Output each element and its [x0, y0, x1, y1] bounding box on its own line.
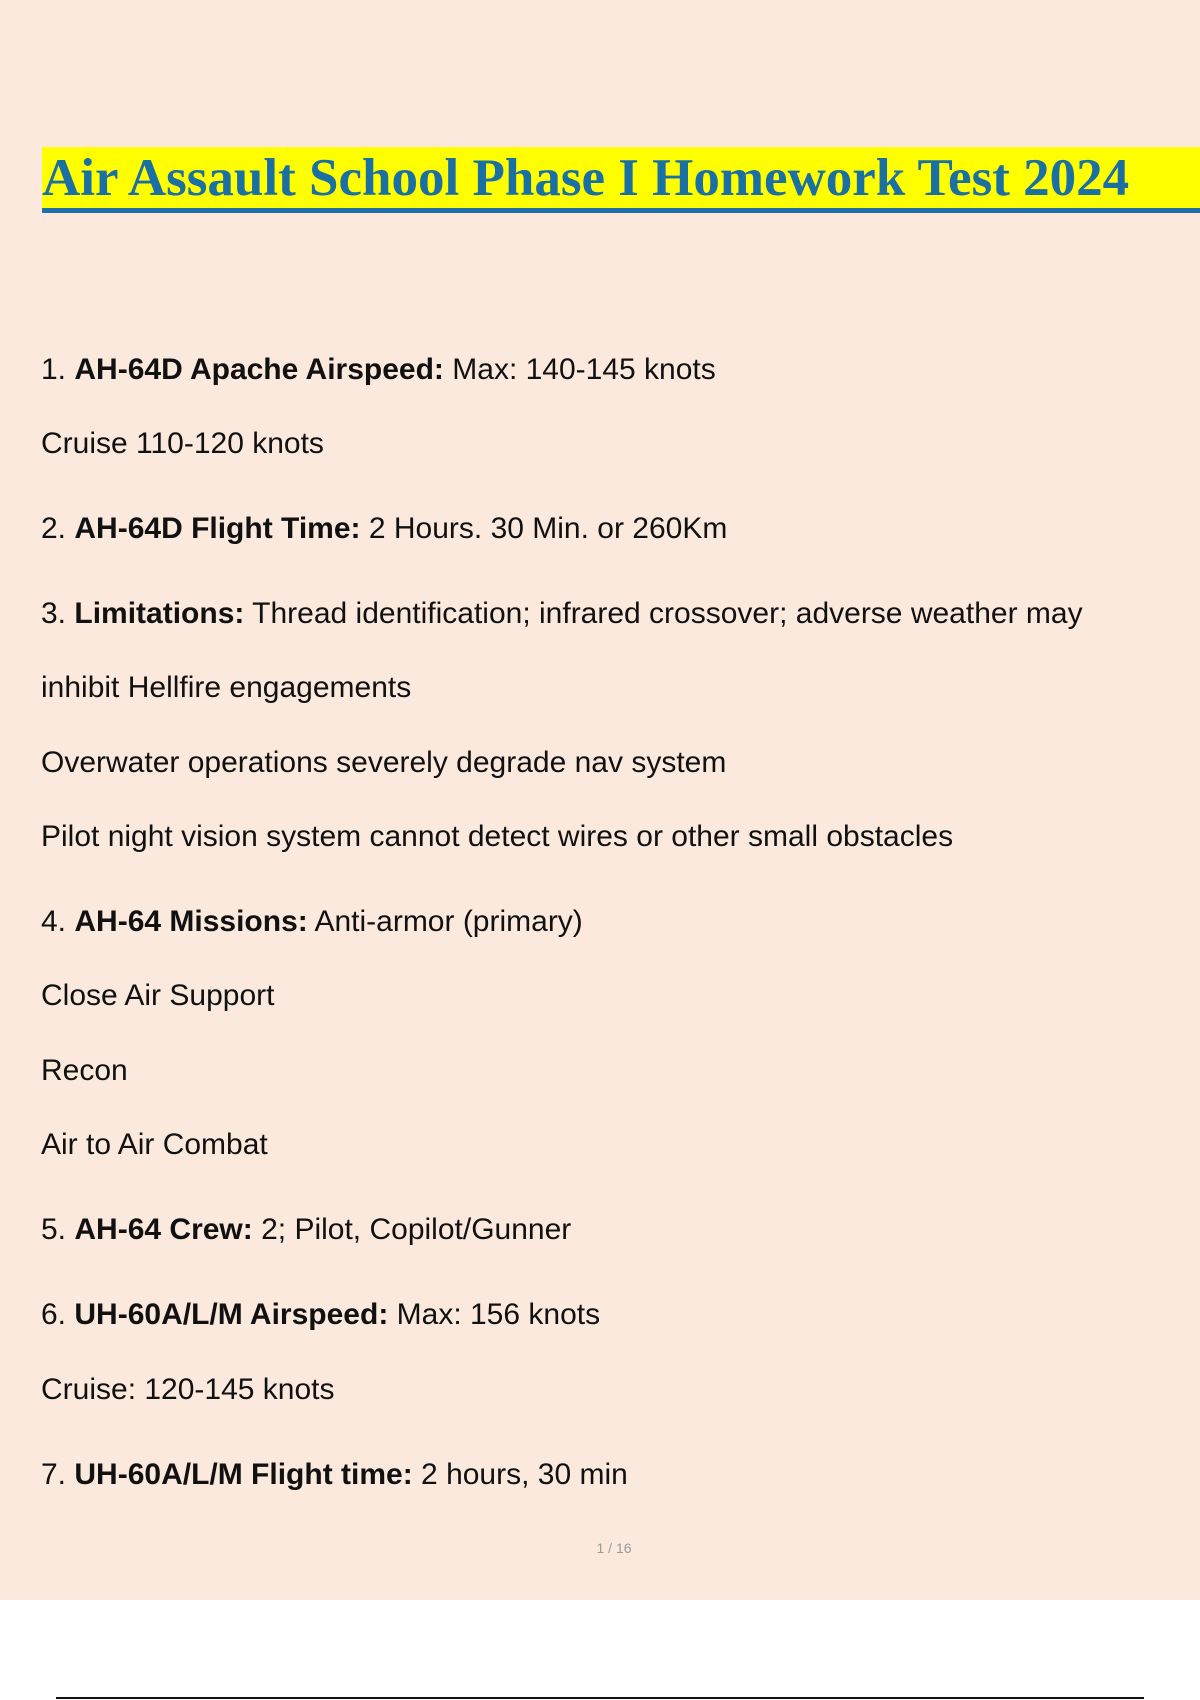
item-answer-line: Cruise 110-120 knots	[41, 427, 324, 460]
item-term: AH-64D Flight Time:	[74, 512, 361, 545]
item-answer-line: Overwater operations severely degrade nav system	[41, 746, 727, 779]
item-answer-line: Close Air Support	[41, 979, 275, 1012]
page-number: 1 / 16	[596, 1540, 632, 1556]
item-answer: 2 hours, 30 min	[421, 1458, 628, 1491]
item-term: UH-60A/L/M Airspeed:	[74, 1298, 389, 1331]
item-term: AH-64D Apache Airspeed:	[74, 353, 444, 386]
item-answer: 2 Hours. 30 Min. or 260Km	[368, 512, 728, 545]
question-item-4	[41, 904, 583, 940]
item-answer: 2; Pilot, Copilot/Gunner	[261, 1213, 572, 1246]
item-answer-line: Pilot night vision system cannot detect wires or other small obstacles	[41, 820, 954, 853]
question-item-3	[41, 596, 1083, 632]
question-item-7	[41, 1457, 628, 1493]
item-number: 3.	[41, 597, 67, 630]
item-number: 7.	[41, 1458, 67, 1491]
item-number: 1.	[41, 353, 67, 386]
question-item-6	[41, 1297, 600, 1333]
item-answer-line: Recon	[41, 1054, 128, 1087]
question-item-2	[41, 511, 727, 547]
next-page-divider	[56, 1697, 1144, 1699]
title-highlight	[42, 147, 1200, 213]
item-answer-line: Air to Air Combat	[41, 1128, 268, 1161]
item-term: UH-60A/L/M Flight time:	[74, 1458, 413, 1491]
item-term: AH-64 Missions:	[74, 905, 308, 938]
item-term: Limitations:	[74, 597, 245, 630]
item-answer: Max: 140-145 knots	[452, 353, 716, 386]
item-answer: Thread identification; infrared crossover; adverse weather may	[252, 597, 1083, 630]
item-answer-line: inhibit Hellfire engagements	[41, 671, 412, 704]
item-number: 4.	[41, 905, 67, 938]
item-answer-line: Cruise: 120-145 knots	[41, 1373, 335, 1406]
question-item-5	[41, 1212, 571, 1248]
question-item-1	[41, 352, 716, 388]
item-number: 6.	[41, 1298, 67, 1331]
item-number: 5.	[41, 1213, 67, 1246]
document-title: Air Assault School Phase I Homework Test 2024	[42, 149, 1130, 207]
item-number: 2.	[41, 512, 67, 545]
item-answer: Anti-armor (primary)	[314, 905, 583, 938]
item-term: AH-64 Crew:	[74, 1213, 253, 1246]
item-answer: Max: 156 knots	[396, 1298, 601, 1331]
